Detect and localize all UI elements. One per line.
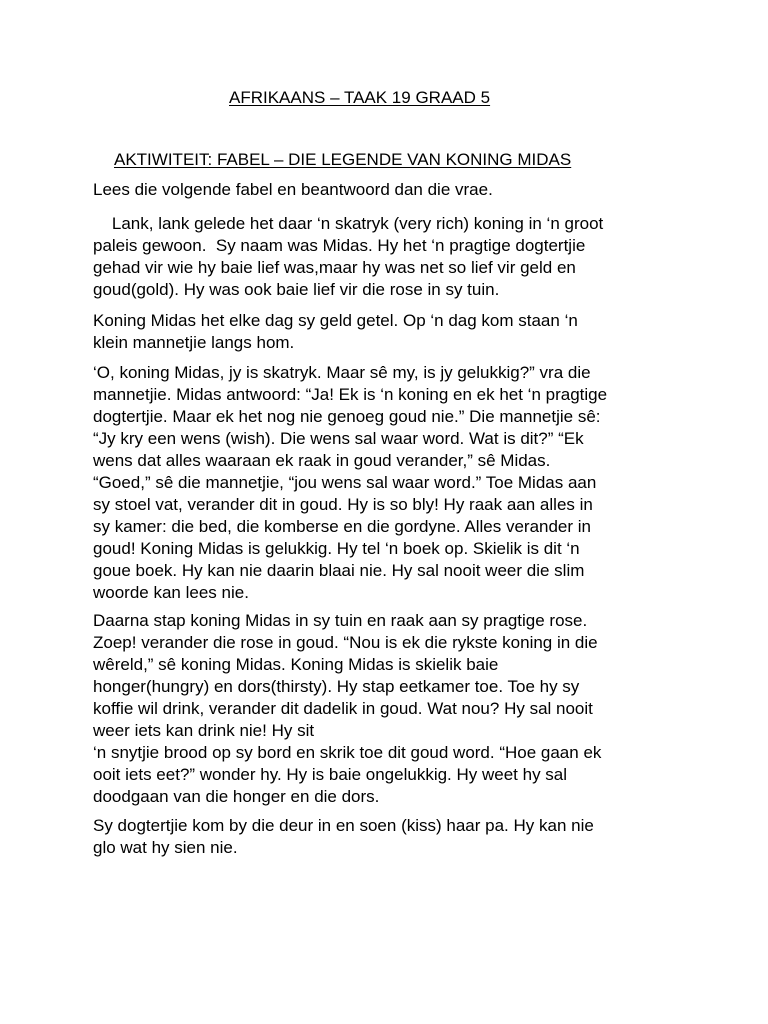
paragraph-4 [93,610,653,808]
paragraph-line: woorde kan lees nie. [93,583,249,602]
paragraph-line: weer iets kan drink nie! Hy sit [93,721,315,740]
paragraph-3 [93,362,653,604]
paragraph-line: gehad vir wie hy baie lief was,maar hy was net so lief vir geld en [93,258,576,277]
paragraph-1 [93,213,653,301]
paragraph-line: Zoep! verander die rose in goud. “Nou is ek die rykste koning in die [93,633,598,652]
paragraph-line: honger(hungry) en dors(thirsty). Hy stap eetkamer toe. Toe hy sy [93,677,580,696]
paragraph-line: wêreld,” sê koning Midas. Koning Midas is skielik baie [93,655,499,674]
paragraph-line: wens dat alles waaraan ek raak in goud verander,” sê Midas. [93,451,551,470]
paragraph-2 [93,310,653,354]
paragraph-line: ‘n snytjie brood op sy bord en skrik toe dit goud word. “Hoe gaan ek [93,743,602,762]
paragraph-line: dogtertjie. Maar ek het nog nie genoeg goud nie.” Die mannetjie sê: [93,407,601,426]
paragraph-line: goud! Koning Midas is gelukkig. Hy tel ‘n boek op. Skielik is dit ‘n [93,539,580,558]
paragraph-line: glo wat hy sien nie. [93,838,238,857]
paragraph-line: mannetjie. Midas antwoord: “Ja! Ek is ‘n koning en ek het ‘n pragtige [93,385,608,404]
document-title: AFRIKAANS – TAAK 19 GRAAD 5 [229,88,491,107]
paragraph-line: sy stoel vat, verander dit in goud. Hy is so bly! Hy raak aan alles in [93,495,593,514]
paragraph-line: ooit iets eet?” wonder hy. Hy is baie ongelukkig. Hy weet hy sal [93,765,568,784]
paragraph-line: “Jy kry een wens (wish). Die wens sal waar word. Wat is dit?” “Ek [93,429,584,448]
activity-heading: AKTIWITEIT: FABEL – DIE LEGENDE VAN KONING MIDAS [114,150,572,169]
paragraph-line: doodgaan van die honger en die dors. [93,787,380,806]
paragraph-line: sy kamer: die bed, die komberse en die gordyne. Alles verander in [93,517,591,536]
paragraph-line: Sy dogtertjie kom by die deur in en soen (kiss) haar pa. Hy kan nie [93,816,594,835]
paragraph-5 [93,815,653,859]
paragraph-line: goue boek. Hy kan nie daarin blaai nie. Hy sal nooit weer die slim [93,561,585,580]
paragraph-line: “Goed,” sê die mannetjie, “jou wens sal waar word.” Toe Midas aan [93,473,597,492]
paragraph-line: paleis gewoon. Sy naam was Midas. Hy het ‘n pragtige dogtertjie [93,236,586,255]
paragraph-line: klein mannetjie langs hom. [93,333,295,352]
paragraph-line: goud(gold). Hy was ook baie lief vir die rose in sy tuin. [93,280,500,299]
paragraph-line: ‘O, koning Midas, jy is skatryk. Maar sê my, is jy gelukkig?” vra die [93,363,591,382]
paragraph-line: koffie wil drink, verander dit dadelik in goud. Wat nou? Hy sal nooit [93,699,593,718]
paragraph-line: Koning Midas het elke dag sy geld getel. Op ‘n dag kom staan ‘n [93,311,578,330]
intro-instruction: Lees die volgende fabel en beantwoord dan die vrae. [93,180,493,199]
paragraph-line: Lank, lank gelede het daar ‘n skatryk (very rich) koning in ‘n groot [93,214,604,233]
paragraph-line: Daarna stap koning Midas in sy tuin en raak aan sy pragtige rose. [93,611,588,630]
